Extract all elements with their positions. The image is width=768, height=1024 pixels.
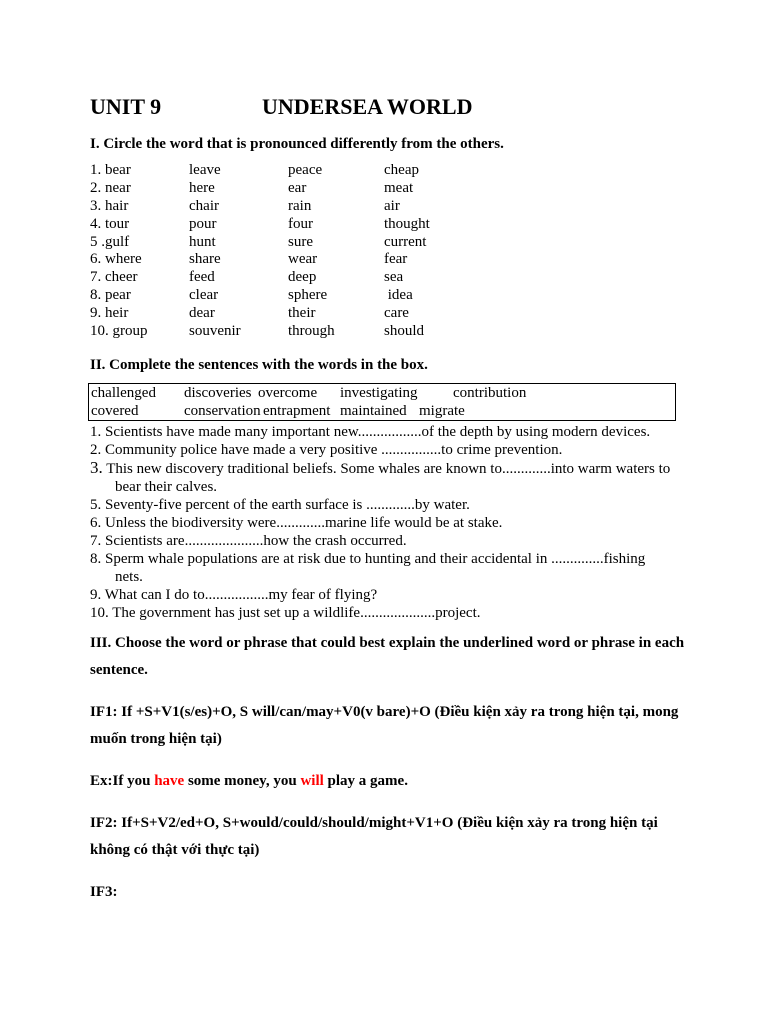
word: 4. tour: [90, 215, 130, 232]
sentence-continuation: bear their calves.: [115, 479, 218, 495]
word: 9. heir: [90, 305, 129, 322]
box-word: contribution: [453, 385, 527, 401]
word: wear: [288, 251, 318, 268]
word: peace: [288, 162, 323, 178]
box-word: overcome: [258, 385, 318, 401]
box-word: covered: [91, 402, 139, 419]
example-text: some money, you: [184, 773, 301, 789]
sentence: [90, 459, 690, 478]
sentence: 2. Community police have made a very positive ................to crime prevention.: [90, 442, 563, 458]
sentence: 1. Scientists have made many important new.................of the depth by using modern devices.: [90, 424, 651, 440]
word: rain: [288, 197, 312, 214]
box-word: conservation: [184, 402, 261, 419]
word: air: [384, 197, 400, 214]
box-word: migrate: [419, 402, 465, 419]
word: 2. near: [90, 179, 131, 196]
word: 6. where: [90, 251, 142, 268]
word: pour: [189, 215, 217, 232]
unit-number: UNIT 9: [90, 94, 162, 119]
word-box: [88, 383, 676, 421]
box-word: challenged: [91, 385, 156, 401]
box-word: entrapment: [263, 402, 331, 419]
if3-rule: IF3:: [90, 884, 118, 900]
word: 7. cheer: [90, 269, 138, 286]
example-text: Ex:If you: [90, 773, 155, 789]
highlight-will: will: [300, 773, 324, 789]
word: cheap: [384, 162, 419, 178]
word: dear: [189, 305, 215, 322]
highlight-have: have: [154, 773, 185, 789]
sentence: 8. Sperm whale populations are at risk due to hunting and their accidental in ..............fishing: [90, 551, 646, 567]
word: 5 .gulf: [90, 233, 130, 250]
word: clear: [189, 287, 219, 304]
sentence: 9. What can I do to.................my fear of flying?: [90, 587, 378, 603]
word: should: [384, 323, 425, 340]
sentence: 6. Unless the biodiversity were.............marine life would be at stake.: [90, 515, 503, 531]
word: ear: [288, 179, 307, 196]
word: 3. hair: [90, 197, 129, 214]
example-sentence: [90, 768, 690, 795]
word: 1. bear: [90, 162, 131, 178]
box-word: investigating: [340, 385, 418, 401]
word: through: [288, 323, 335, 340]
word: 8. pear: [90, 287, 131, 304]
sentence-text: This new discovery traditional beliefs. Some whales are known to.............into warm waters to: [102, 461, 671, 477]
section-2-heading: II. Complete the sentences with the words in the box.: [90, 357, 428, 373]
word-box-row: [89, 384, 675, 402]
box-word: maintained: [340, 402, 407, 419]
word: here: [189, 179, 215, 196]
word: sphere: [288, 287, 328, 304]
word: chair: [189, 197, 219, 214]
word: leave: [189, 162, 221, 178]
word-box-row: [89, 402, 675, 420]
section-1-heading: I. Circle the word that is pronounced differently from the others.: [90, 136, 504, 152]
sentence: 10. The government has just set up a wildlife....................project.: [90, 605, 481, 621]
word: sure: [288, 233, 313, 250]
box-word: discoveries: [184, 385, 252, 401]
word: deep: [288, 269, 317, 286]
word: souvenir: [189, 323, 241, 340]
unit-name: UNDERSEA WORLD: [262, 94, 473, 119]
section-3-heading: III. Choose the word or phrase that could best explain the underlined word or phrase in each sentence.: [90, 635, 685, 678]
sentence-continuation: nets.: [115, 569, 143, 585]
sentence: 7. Scientists are.....................how the crash occurred.: [90, 533, 407, 549]
word: current: [384, 233, 427, 250]
word: hunt: [189, 233, 216, 250]
sentence-list: [90, 423, 690, 622]
example-text: play a game.: [323, 773, 408, 789]
word: share: [189, 251, 221, 268]
if2-rule: IF2: If+S+V2/ed+O, S+would/could/should/might+V1+O (Điều kiện xảy ra trong hiện tại không có thật với thực tại): [90, 815, 658, 858]
word: fear: [384, 251, 408, 268]
word: meat: [384, 179, 414, 196]
word: four: [288, 215, 313, 232]
sentence: 5. Seventy-five percent of the earth surface is .............by water.: [90, 497, 470, 513]
word: thought: [384, 215, 430, 232]
word: sea: [384, 269, 404, 286]
word: their: [288, 305, 316, 322]
word: feed: [189, 269, 215, 286]
word: 10. group: [90, 323, 148, 340]
if1-rule: IF1: If +S+V1(s/es)+O, S will/can/may+V0(v bare)+O (Điều kiện xảy ra trong hiện tại, mong muốn trong hiện tại): [90, 704, 679, 747]
word: care: [384, 305, 409, 322]
sentence-number: 3.: [90, 458, 103, 477]
word: idea: [384, 287, 413, 304]
